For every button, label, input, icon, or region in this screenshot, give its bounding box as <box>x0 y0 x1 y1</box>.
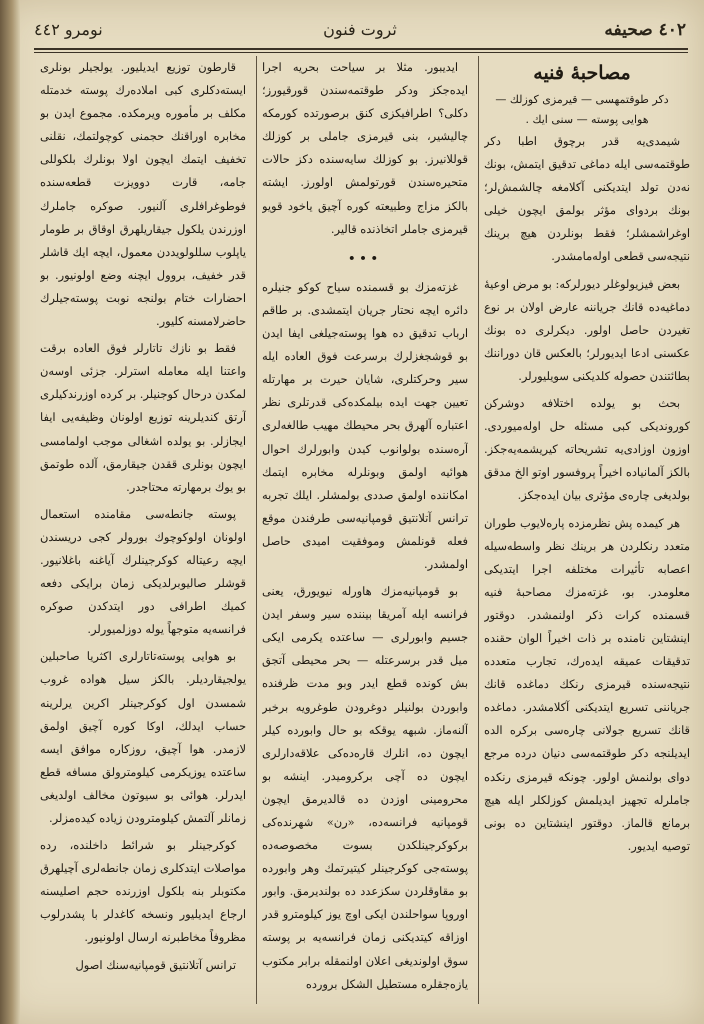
paragraph: شیمدی‌یه قدر برچوق اطبا دکر طوقتمه‌سی ایله دماغی تدقیق ایتمش، بونك نه‌دن تولد ایتدیکنی آکلامغه چالشمش‌لر؛ بونك بردوای مؤثر بولمق ایچون خیلی اوغراشمشلر؛ فقط بونلردن هیچ برینك نتیجه‌سی قطعی اوله‌مامشدر. <box>484 134 690 264</box>
header-journal-title: ثروت فنون <box>323 20 397 39</box>
paragraph: بحث بو یولده اختلافه دوشرکن کوروندیکی کبی مسئله حل اوله‌میوردی. اوزون اوزادی‌یه تشریحاته کیریشمه‌یه‌جکز. بالکز آلمانیاده اخیراً پروفسور اوتو الخ مدقق بولدیغی چاره‌ی مؤثری بیان ایده‌جکز. <box>484 396 690 503</box>
page-binding-edge <box>0 0 20 1024</box>
page-header <box>26 14 694 50</box>
column-divider <box>478 56 479 1004</box>
header-double-rule <box>34 48 688 53</box>
paragraph: غزته‌مزك بو قسمنده سیاح کوکو جنیلره دائره ایچه نحتار جریان ایتمشدی. بر طاقم ارباب تدقیق ده هوا پوسته‌جیلغی ایفا ایدن بو قوشجغزلرك برسرعت فوق العاده ایله سیر وحرکتلری، شایان حیرت بر مهارتله تعیین جهت ایده بیلمکده‌کی قدرتلری نظر اعتباره آلهرق بحر محیطك مهیب طالغه‌لری آره‌سنده بولوانوب کیدن وابورلرك احوال هوائیه اولمق وبونلرله مخابره ایتمك امکاننده اولمق صددی بولمشلر. ایلك تجربه ترانس آتلانتیق قومپانیه‌سی طرفندن موقع فعله قونلمش وموفقیت امیدی حاصل اولمشدر. <box>262 279 468 571</box>
article-subtitle: دکر طوقتمهسی — قیرمزی کوزلك — هوایی پوسته — سنی ایك . <box>495 93 669 126</box>
header-page-number: ٤٠٢ صحيفه <box>604 20 686 40</box>
paragraph: بو هوایی پوسته‌تاتارلری اکثریا صاحبلین یولجیقاردیلر. بالکز سیل هواده غروب شمسدن اول کوکرجینلر اکرین یرلرینه حساب ایدلك، اوکا کوره آچیق اولمق لازمدر. هوا آچیق، روزکاره موافق ایسه ساعتده یوزیکرمی کیلومترولق مسافه قطع ایدرلر. هوائی بو سیوتون مخالف اولدیغی زمانلر آلتمش کیلومترودن زیاده کیده‌مزلر. <box>40 649 246 825</box>
column-right <box>484 56 690 1004</box>
paragraph: کوکرجینلر بو شرائط داخلنده، رده مواصلات ایتدکلری زمان جانطه‌لری آچیلهرق مکتوبلر بنه بلکول اوزرنده حجم اصلیسنه ارجاع ایدیلیور ونسخه کاغدلر با پشدرلوب مظروفاً مخاطبرنه ارسال اولونیور. <box>40 838 246 945</box>
paragraph: پوسته جانطه‌سی مقامنده استعمال اولونان اولوکوچوك بورولر کجی دریسندن ایچه رعیتاله کوکرجینلرك آیاغنه باغلانیور. قوشلر صالیوبرلدیکی زمان برایکی دفعه کمیك اطرافی دور ایتدکدن صوکره فرانسه‌یه متوجهاً یوله دوزلمیورلر. <box>40 506 246 637</box>
paragraph: هر کیمده پش نظرمزده پاره‌لایوب طوران متعدد رنکلردن هر برینك نظر واسطه‌سیله اعصابه تأثیرات مختلفه اجرا ایتدیکی معلومدر. بو، غزته‌مزك مصاحبهٔ فنیه قسمنده کرات ذکر اولنمشدر. دوقتور اینشتاین نامنده بر ذات اخیراً الوان حقنده تدقیقات عمیقه ایده‌رك، تجارب متعدده نتیجه‌سنده قیرمزی رنکك دماغده قانك جریاننی تسریع ایتدیکنی آکلامشدر. دماغده قانك تسریع جولانی چاره‌سی برکره الده ایدیلنجه دکر طوقتمه‌سی دنیان درده مرجع دوای بولنمش اولور. چونکه قیرمزی رنکده جاملرله تجهیز ایدیلمش کوزلکلر ایله هیچ برمانع قالماز. دوقتور اینشتاین ده بونی توصیه ایدیور. <box>484 515 690 853</box>
article-title: مصاحبهٔ فنیه <box>533 62 631 84</box>
paragraph: بعض فیزیولوغلر دیورلرکه: بو مرض اوعیهٔ دماغیه‌ده قانك جریاننه عارض اولان بر نوع تغیردن حاصل اولور. دیکرلری ده بونك عکسنی ادعا ایدیورلر؛ بالعکس قان دوراننك بطائتندن حصوله کلدیکنی سویلیورلر. <box>484 276 690 383</box>
paragraph: فقط بو نازك تاتارلر فوق العاده برقت واعتنا ایله معامله استرلر. جزئی اوسه‌ن لمکدن درحال کوجنیلر. بر کرده اوزرندکیلری آرتق کندیلرینه توزیع اولونان وظیفه‌یی ایفا ایجازلر. بو یولده اشغالی موجب اولمامسی ایچون بونلری ققدن جیقارمق، آلده طوتمق بو یوك برمهارته محتاجدر. <box>40 341 246 494</box>
header-issue-number: نومرو ٤٤٢ <box>34 20 103 39</box>
paragraph: بو قومپانیه‌مزك هاورله نیویورق، یعنی فرانسه ایله آمریقا بیننده سیر وسفر ایدن جسیم وابورلری — ساعتده یکرمی ایکی میل قدر برسرعتله — بحر محیطی آتجق بش کونده قطع ایدر وبو مدت ظرفنده وابوردن بولنیلر دوغرودن طوغرویه برخبر آلنه‌ماز. شبهه یوقکه بو حال وابورده کیلر ایچون ده، انلرك قاره‌ده‌کی علاقه‌دارلری ایچون ده آچی برکرومیدر. اینشه بو محرومینی اوزدن ده قالدیرمق ایچون قومپانیه فرانسه‌ده، «رن» شهرنده‌کی برکوکرجینلکدن بسوت مخصوصه‌ده پوسته‌جی کوکرجینلر کیتیرتمك وهر وابورده بو مقاوقلردن سکزعدد ده بولندیرمق. وابور اوروپا سواحلندن ایکی اوچ یوز کیلومترو قدر اوزاقه کیتدیکنی زمان فرانسه‌یه بر پوسته سوق اولوندیغی اعلان اولنمقله برابر مکتوب یازه‌جقلره مستطیل الشکل برورده <box>262 584 468 991</box>
column-divider <box>256 56 257 1004</box>
section-separator: ••• <box>348 250 382 265</box>
paragraph: ایدیبور. مثلا بر سیاحت بحریه اجرا ایده‌جکز ودکر طوقتمه‌سندن قورقیورز؛ دکلی؟ اطرافیکزی کنق برصورتده کورمکه چالیشیر، بنی قیرمزی جاملی بر کوزلك قوللانیرز. بو کوزلك سایه‌سنده دکز حالات متحیره‌سندن قورتولمش اولورز. ایشته بالکز مزاج وطبیعته کوره آچیق یاخود قویو قیرمزی جاملر اتخاذنده قالیر. <box>262 60 468 236</box>
column-middle <box>262 56 468 1004</box>
paragraph: ترانس آتلانتیق قومپانیه‌سنك اصول <box>75 957 236 972</box>
paragraph: قارطون توزیع ایدیلیور. یولجیلر بونلری ایسته‌دکلری کبی املاده‌رك پوسته خدمتله مکلف بر مأموره ویرمکده. مجموع ایدن بو مخابره اوراقنك حجمنی کوچولتمك، نقلنی تخفیف ایتمك ایچون اولا بونلرك بلکوللی جامه، قارت دوویزت قطعه‌سنده فوطوغرافلری آلنیور. صوکره جاملرك اوزرندن یلکول جیقاریلهرق اوقاق بر طومار یاپلوب سللولویددن معمول، ایچه ایك قاشلر قدر خفیف، بروول ایچنه وضع اولونیور. بو احضارات ختام بولنجه نوبت پوسته‌جیلرك حاضرلامسنه کلیور. <box>40 60 246 329</box>
column-left <box>40 56 246 1004</box>
